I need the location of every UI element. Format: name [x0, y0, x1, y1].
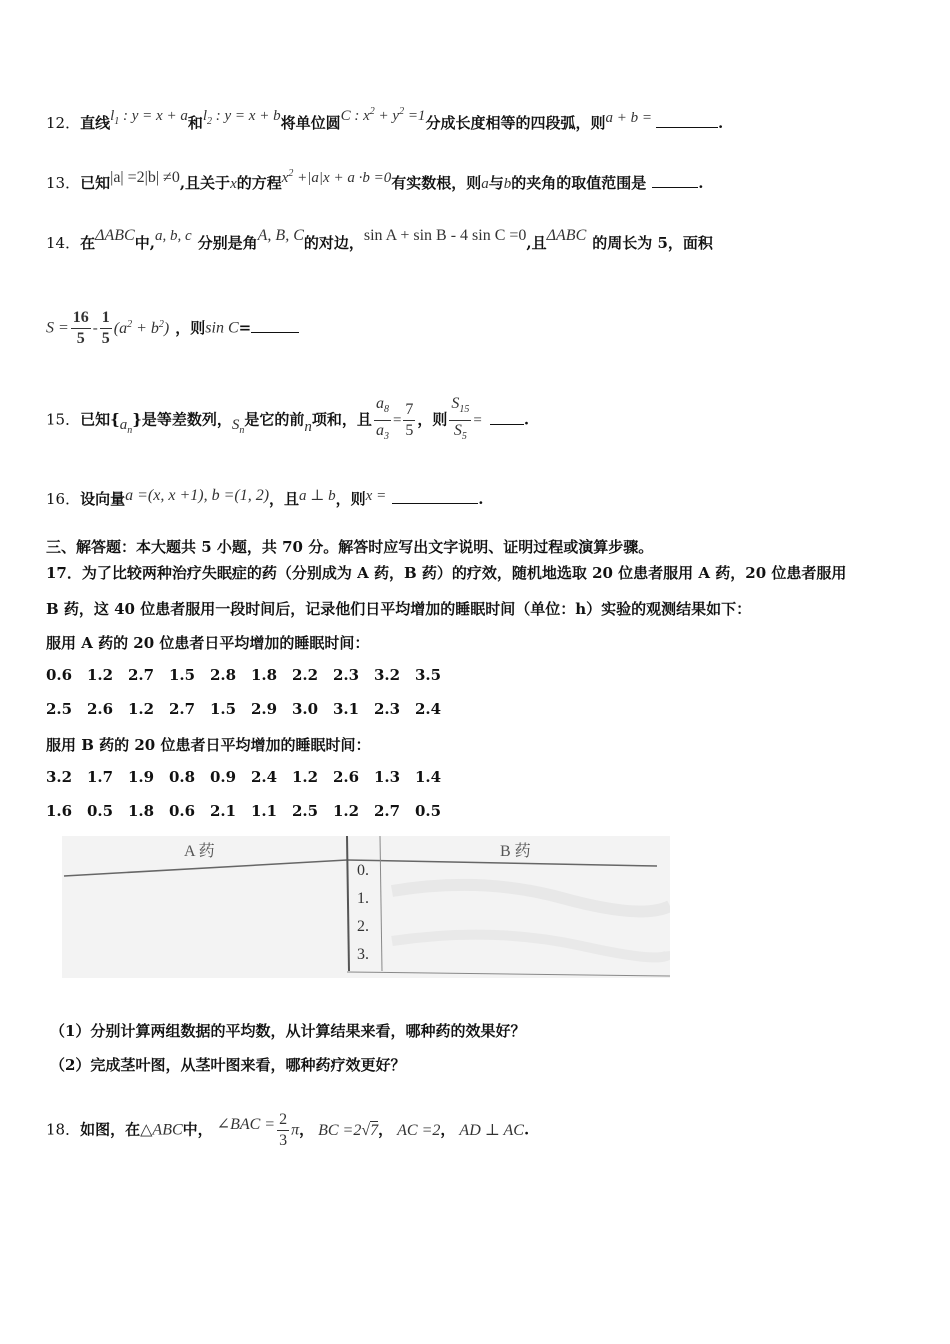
var-x: x: [230, 176, 237, 192]
data-value: 0.5: [415, 802, 442, 820]
stem-3: 3.: [357, 946, 369, 963]
angle-bac: ∠BAC =: [216, 1115, 276, 1133]
paren-expr: $(a^2 + b^2)$: [113, 318, 170, 337]
text: ,且关于: [179, 174, 231, 192]
data-value: 0.9: [210, 768, 237, 786]
text: ，: [378, 1120, 394, 1139]
drug-a-row-2: [46, 700, 456, 718]
question-12: [46, 106, 724, 135]
data-value: 1.2: [128, 700, 155, 718]
data-value: 2.3: [374, 700, 401, 718]
answer-blank[interactable]: [392, 489, 478, 504]
sin-c: sin C: [205, 319, 239, 337]
text: 已知{: [80, 410, 120, 429]
stem-1: 1.: [357, 890, 369, 907]
stem-2: 2.: [357, 918, 369, 935]
question-number: 15．: [46, 410, 81, 429]
line-l1: $l_1$ : y = x + a: [110, 108, 188, 127]
text: 中，: [182, 1120, 213, 1139]
text: 有实数根，则: [391, 174, 482, 192]
text: 在: [80, 234, 96, 252]
question-17-p2: B 药，这 40 位患者服用一段时间后，记录他们日平均增加的睡眠时间（单位：h）实验的观测结果如下：: [46, 600, 752, 618]
question-13: [46, 168, 704, 193]
triangle: ΔABC: [95, 227, 135, 244]
data-value: 2.3: [333, 666, 360, 684]
fraction-7-5: $\frac{7}{5}$: [405, 401, 414, 439]
section-3-heading: 三、解答题：本大题共 5 小题，共 70 分。解答时应写出文字说明、证明过程或演算步骤。: [46, 538, 654, 556]
equation: sin A + sin B - 4 sin C =0: [363, 227, 527, 244]
b-drug-label: B 药: [500, 843, 531, 860]
text: ，则: [175, 318, 206, 337]
data-value: 1.7: [87, 768, 114, 786]
data-value: 0.8: [169, 768, 196, 786]
fraction-2-3: $\frac{2}{3}$: [279, 1111, 288, 1149]
data-value: 1.4: [415, 768, 442, 786]
triangle: △ABC: [140, 1121, 183, 1139]
data-value: 0.5: [87, 802, 114, 820]
sub-question-2: （2）完成茎叶图，从茎叶图来看，哪种药疗效更好？: [50, 1056, 406, 1074]
sub-question-1: （1）分别计算两组数据的平均数，从计算结果来看，哪种药的效果好？: [50, 1022, 526, 1040]
text: .: [523, 410, 530, 429]
text: 设向量: [80, 490, 126, 508]
data-value: 1.1: [251, 802, 278, 820]
text: 如图，在: [80, 1120, 141, 1139]
data-value: 2.7: [128, 666, 155, 684]
question-17-p1: 17．为了比较两种治疗失眠症的药（分别成为 A 药，B 药）的疗效，随机地选取 20 位患者服用 A 药，20 位患者服用: [46, 564, 847, 582]
answer-blank[interactable]: [656, 113, 718, 128]
stem-0: 0.: [357, 862, 369, 879]
equation: $x^2 +|a|x + a \cdot b =0$: [281, 168, 392, 186]
data-value: 3.5: [415, 666, 442, 684]
unit-circle: C : $x^2 + y^2 =1$: [340, 106, 426, 124]
a-n: $a_n$: [119, 416, 133, 436]
expr: a + b =: [605, 110, 652, 126]
text: }是等差数列，: [132, 410, 232, 429]
question-14: [46, 227, 713, 253]
drug-a-title: 服用 A 药的 20 位患者日平均增加的睡眠时间：: [46, 634, 370, 652]
data-value: 1.8: [251, 666, 278, 684]
text: 的方程: [236, 174, 282, 192]
data-value: 1.2: [333, 802, 360, 820]
question-number: 16．: [46, 490, 81, 508]
text: ，且: [269, 490, 300, 508]
data-value: 2.1: [210, 802, 237, 820]
text: .: [523, 1120, 530, 1139]
data-value: 2.5: [292, 802, 319, 820]
data-value: 1.5: [210, 700, 237, 718]
data-value: 1.6: [46, 802, 73, 820]
data-value: 1.8: [128, 802, 155, 820]
data-value: 3.1: [333, 700, 360, 718]
fraction-a8-a3: $\frac{a_8}{a_3}$: [375, 395, 389, 442]
text: .: [698, 174, 704, 192]
data-value: 2.7: [374, 802, 401, 820]
text: ，则: [335, 490, 366, 508]
fraction-16-5: $\frac{16}{5}$: [72, 309, 89, 347]
s-n: $S_n$: [231, 416, 245, 436]
data-value: 0.6: [46, 666, 73, 684]
answer-blank[interactable]: [251, 318, 299, 333]
drug-b-title: 服用 B 药的 20 位患者日平均增加的睡眠时间：: [46, 736, 371, 754]
vectors: a =(x, x +1), b =(1, 2): [125, 487, 270, 504]
text: 的周长为 5，面积: [592, 234, 713, 252]
area-s: S =: [46, 319, 69, 337]
data-value: 3.2: [46, 768, 73, 786]
data-value: 2.4: [251, 768, 278, 786]
sides: a, b, c: [154, 228, 192, 244]
data-value: 2.9: [251, 700, 278, 718]
perpendicular: a ⊥ b: [299, 488, 336, 504]
equals: =: [473, 412, 482, 429]
data-value: 1.3: [374, 768, 401, 786]
triangle: ΔABC: [546, 227, 587, 244]
text: 中,: [134, 234, 155, 252]
text: 分别是角: [197, 234, 258, 252]
text: 直线: [80, 114, 111, 132]
var-b: b: [503, 176, 512, 192]
pi: π: [291, 1121, 300, 1139]
drug-a-row-1: [46, 666, 456, 684]
stem-leaf-plot: [62, 836, 670, 978]
text: 分成长度相等的四段弧，则: [425, 114, 606, 132]
data-value: 2.6: [333, 768, 360, 786]
drug-b-row-1: [46, 768, 456, 786]
bc-length: BC =2√7: [318, 1121, 379, 1139]
a-drug-label: A 药: [184, 843, 215, 860]
text: 将单位圆: [280, 114, 341, 132]
text: 是它的前: [244, 410, 305, 429]
text: 已知: [80, 174, 111, 192]
var-n: n: [304, 418, 312, 435]
var-a: a: [481, 176, 489, 192]
text: 项和，且: [311, 410, 372, 429]
fraction-s15-s5: $\frac{S_{15}}{S_5}$: [451, 395, 470, 442]
question-15: [46, 394, 529, 447]
text: .: [478, 490, 484, 508]
question-number: 13．: [46, 174, 81, 192]
data-value: 1.5: [169, 666, 196, 684]
text: =: [238, 318, 252, 337]
text: ，: [440, 1120, 456, 1139]
data-value: 2.2: [292, 666, 319, 684]
equals: =: [392, 412, 402, 429]
data-value: 2.6: [87, 700, 114, 718]
answer-blank[interactable]: [490, 410, 524, 425]
text: ,且: [526, 234, 547, 252]
text: 与: [488, 174, 504, 192]
ad-perp-ac: AD ⊥ AC: [459, 1121, 524, 1139]
data-value: 3.2: [374, 666, 401, 684]
question-16: [46, 488, 483, 509]
text: ，则: [417, 410, 448, 429]
question-18: [46, 1110, 529, 1151]
minus: -: [92, 320, 98, 337]
angles: A, B, C: [257, 227, 304, 244]
text: 的对边，: [303, 234, 364, 252]
line-l2: $l_2$ : y = x + b: [202, 108, 281, 127]
text: 的夹角的取值范围是: [511, 174, 647, 192]
data-value: 2.5: [46, 700, 73, 718]
text: .: [717, 114, 724, 132]
question-14-area: [46, 308, 299, 349]
fraction-1-5: $\frac{1}{5}$: [101, 309, 110, 347]
question-number: 14．: [46, 234, 81, 252]
data-value: 2.8: [210, 666, 237, 684]
question-number: 18．: [46, 1120, 81, 1139]
data-value: 1.9: [128, 768, 155, 786]
data-value: 0.6: [169, 802, 196, 820]
data-value: 2.7: [169, 700, 196, 718]
data-value: 3.0: [292, 700, 319, 718]
question-number: 12．: [46, 114, 81, 132]
text: ，: [299, 1120, 315, 1139]
text: 和: [187, 114, 203, 132]
ac-length: AC =2: [397, 1121, 441, 1139]
data-value: 1.2: [87, 666, 114, 684]
expr: x =: [365, 488, 387, 504]
data-value: 1.2: [292, 768, 319, 786]
drug-b-row-2: [46, 802, 456, 820]
data-value: 2.4: [415, 700, 442, 718]
answer-blank[interactable]: [652, 173, 698, 188]
condition: |a| =2|b| ≠0: [110, 169, 180, 186]
